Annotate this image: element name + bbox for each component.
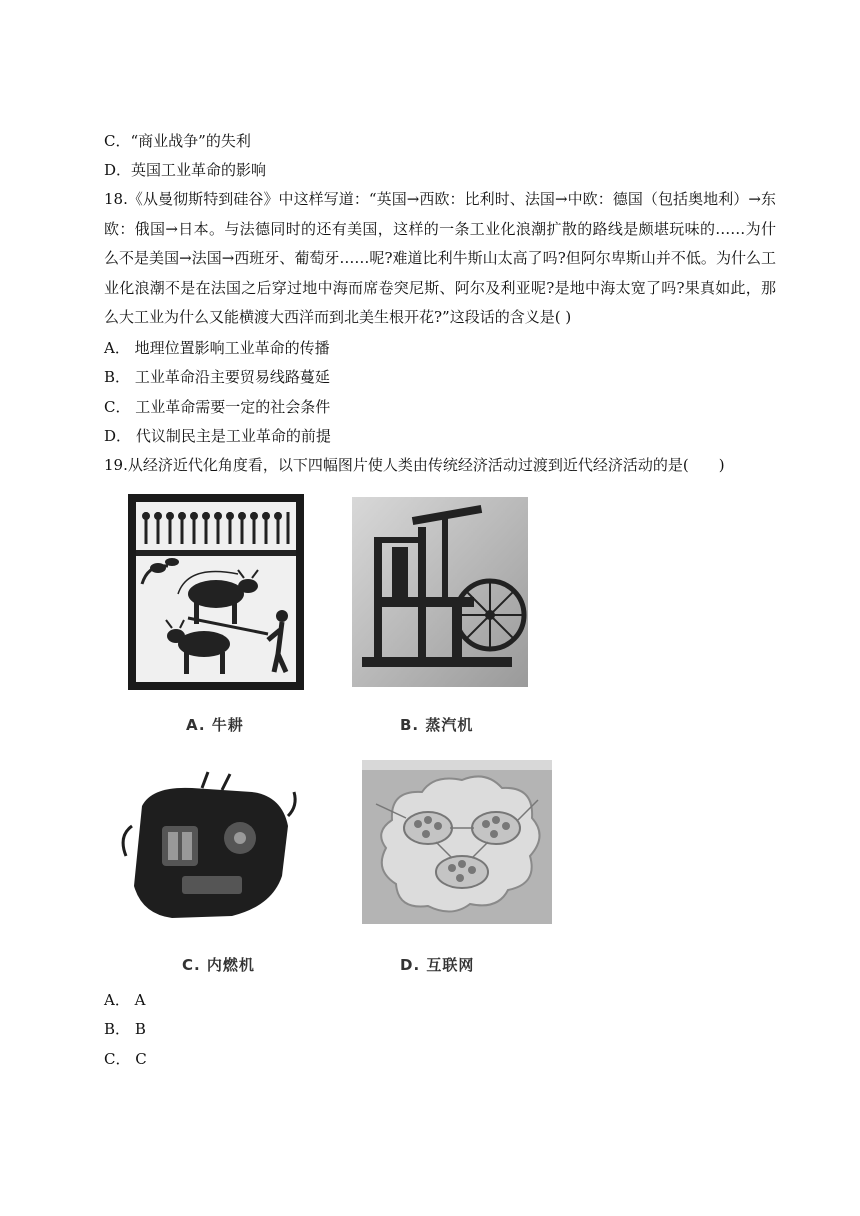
q17-option-d — [104, 160, 266, 180]
option-text: C — [135, 1050, 147, 1068]
internet-diagram-image — [362, 760, 552, 924]
option-letter: C． — [104, 398, 131, 416]
option-letter: D． — [104, 161, 132, 179]
ox-plowing-image — [128, 494, 304, 690]
q19-option-a — [104, 990, 145, 1010]
option-letter: C． — [104, 132, 131, 150]
q18-option-d — [104, 426, 331, 446]
option-text: 代议制民主是工业革命的前提 — [135, 427, 331, 445]
option-letter: D． — [104, 427, 132, 445]
option-text: 英国工业革命的影响 — [131, 161, 267, 179]
q18-option-b — [104, 367, 330, 387]
internal-combustion-engine-image — [112, 766, 300, 936]
figure-caption-b: B. 蒸汽机 — [400, 716, 474, 734]
option-text: 工业革命沿主要贸易线路蔓延 — [134, 368, 330, 386]
option-text: A — [134, 991, 146, 1009]
option-text: 工业革命需要一定的社会条件 — [135, 398, 331, 416]
q19-stem: 19.从经济近代化角度看，以下四幅图片使人类由传统经济活动过渡到近代经济活动的是( ) — [104, 456, 725, 474]
option-letter: A． — [104, 991, 130, 1009]
option-letter: B． — [104, 368, 131, 386]
option-text: B — [134, 1020, 146, 1038]
option-letter: C． — [104, 1050, 131, 1068]
q17-option-c — [104, 131, 251, 151]
q18-option-a — [104, 338, 330, 358]
steam-engine-image — [352, 497, 528, 687]
option-text: 地理位置影响工业革命的传播 — [134, 339, 330, 357]
q18-option-c — [104, 397, 330, 417]
q18-stem: 18.《从曼彻斯特到硅谷》中这样写道：“英国→西欧：比利时、法国→中欧：德国（包括奥地利）→东欧：俄国→日本。与法德同时的还有美国，这样的一条工业化浪潮扩散的路线是颇堪玩味的……为什么不是美国→法国→西班牙、葡萄牙……呢?难道比利牛斯山太高了吗?但阿尔卑斯山并不低。为什么工业化浪潮不是在法国之后穿过地中海而席卷突尼斯、阿尔及利亚呢?是地中海太宽了吗?果真如此，那么大工业为什么又能横渡大西洋而到北美生根开花?”这段话的含义是( ) — [104, 190, 776, 326]
q19-option-c — [104, 1049, 147, 1069]
figure-caption-d: D. 互联网 — [400, 956, 475, 974]
figure-caption-c: C. 内燃机 — [182, 956, 255, 974]
option-letter: A． — [104, 339, 130, 357]
figure-caption-a: A. 牛耕 — [186, 716, 244, 734]
option-letter: B． — [104, 1020, 131, 1038]
q19-option-b — [104, 1019, 146, 1039]
option-text: “商业战争”的失利 — [130, 132, 251, 150]
